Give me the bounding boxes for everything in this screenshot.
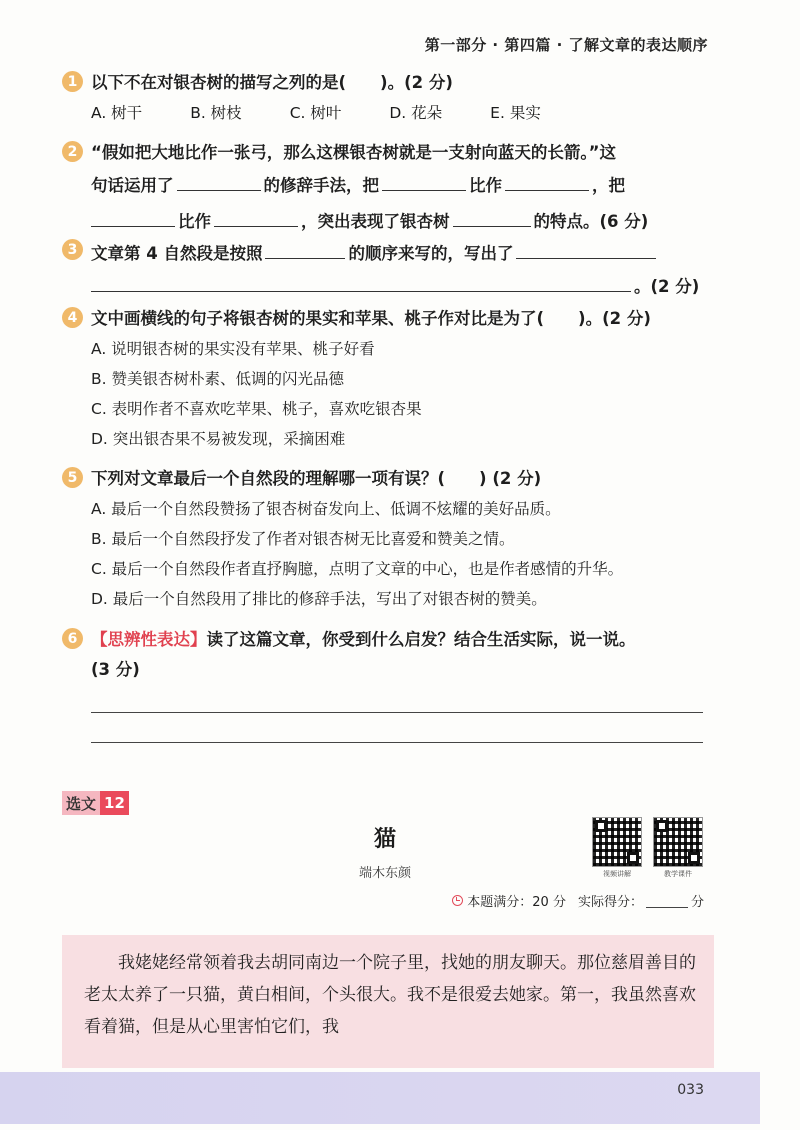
question-1 [62,68,712,128]
question-stem: 下列对文章最后一个自然段的理解哪一项有误？( [91,469,446,488]
option-b: B. 树枝 [190,104,242,122]
fill-blank[interactable] [382,168,466,191]
question-5 [62,464,712,614]
passage-paragraph: 我姥姥经常领着我去胡同南边一个院子里，找她的朋友聊天。那位慈眉善目的老太太养了一只猫，黄白相间，个头很大。我不是很爱去她家。第一，我虽然喜欢看着猫，但是从心里害怕它们，我 [84,953,696,1037]
option-a: A. 说明银杏树的果实没有苹果、桃子好看 [91,340,375,358]
stem-text: 句话运用了 [91,176,174,195]
score-unit: 分 [690,895,704,910]
qr-code-icon [592,817,642,867]
stem-text: 的顺序来写的，写出了 [348,244,514,263]
qr-code-icon [653,817,703,867]
question-number: 6 [62,628,83,649]
page-number: 033 [677,1082,704,1098]
fill-blank[interactable] [505,168,589,191]
fill-blank[interactable] [265,236,345,259]
article-author: 端木东颜 [358,866,411,881]
question-stem: 读了这篇文章，你受到什么启发？结合生活实际，说一说。 [206,630,636,649]
question-stem: “假如把大地比作一张弓，那么这棵银杏树就是一支射向蓝天的长箭。”这 [91,143,616,162]
question-number: 1 [62,71,83,92]
selected-text-label [62,791,129,815]
question-score: )。(2 分) [380,73,453,92]
option-list [91,98,712,128]
question-number: 5 [62,467,83,488]
stem-text: 比作 [469,176,502,195]
question-score: )。(2 分) [578,309,651,328]
fill-blank[interactable] [91,204,175,227]
fill-blank[interactable] [516,236,656,259]
question-score: (3 分) [91,660,140,679]
option-d: D. 突出银杏果不易被发现，采摘困难 [91,430,346,448]
question-score: 。(2 分) [634,277,700,296]
passage-box [62,935,714,1068]
fill-blank[interactable] [91,269,631,292]
question-3 [62,236,712,305]
stem-text: ，突出表现了银杏树 [301,212,450,231]
question-number: 4 [62,307,83,328]
fill-blank[interactable] [214,204,298,227]
qr-code-courseware[interactable] [653,817,703,879]
chapter-header: 第一部分 · 第四篇 · 了解文章的表达顺序 [424,36,708,54]
question-2 [62,138,712,240]
option-a: A. 树干 [91,104,143,122]
question-score: ) (2 分) [479,469,542,488]
question-number: 2 [62,141,83,162]
option-b: B. 最后一个自然段抒发了作者对银杏树无比喜爱和赞美之情。 [91,530,515,548]
answer-line[interactable] [91,712,703,713]
qr-code-video[interactable] [592,817,642,879]
fill-blank[interactable] [177,168,261,191]
score-row [452,891,704,910]
option-c: C. 最后一个自然段作者直抒胸臆，点明了文章的中心，也是作者感情的升华。 [91,560,624,578]
stem-text: 的修辞手法，把 [263,176,379,195]
option-a: A. 最后一个自然段赞扬了银杏树奋发向上、低调不炫耀的美好品质。 [91,500,561,518]
question-number: 3 [62,239,83,260]
actual-score-label: 实际得分： [577,895,643,910]
option-d: D. 最后一个自然段用了排比的修辞手法，写出了对银杏树的赞美。 [91,590,547,608]
question-tag: 【思辨性表达】 [91,630,207,649]
qr-caption: 教学课件 [664,870,692,878]
full-score: 本题满分：20 分 [467,895,566,910]
article-title: 猫 [373,826,396,852]
selected-label-number: 12 [100,791,129,815]
option-c: C. 树叶 [289,104,342,122]
answer-line[interactable] [91,742,703,743]
question-stem: 文中画横线的句子将银杏树的果实和苹果、桃子作对比是为了( [91,309,545,328]
question-stem: 以下不在对银杏树的描写之列的是( [91,73,347,92]
qr-caption: 视频讲解 [603,870,631,878]
option-c: C. 表明作者不喜欢吃苹果、桃子，喜欢吃银杏果 [91,400,422,418]
fill-blank[interactable] [453,204,531,227]
stem-text: 的特点。(6 分) [533,212,649,231]
option-d: D. 花朵 [389,104,443,122]
footer-band [0,1072,760,1124]
score-blank[interactable] [646,894,688,908]
question-6 [62,625,712,685]
stem-text: 比作 [178,212,211,231]
option-b: B. 赞美银杏树朴素、低调的闪光品德 [91,370,344,388]
selected-label-text: 选文 [62,791,100,815]
stem-text: 文章第 4 自然段是按照 [91,244,263,263]
stem-text: ，把 [592,176,625,195]
option-e: E. 果实 [490,104,541,122]
clock-icon [452,895,463,906]
question-4 [62,304,712,454]
